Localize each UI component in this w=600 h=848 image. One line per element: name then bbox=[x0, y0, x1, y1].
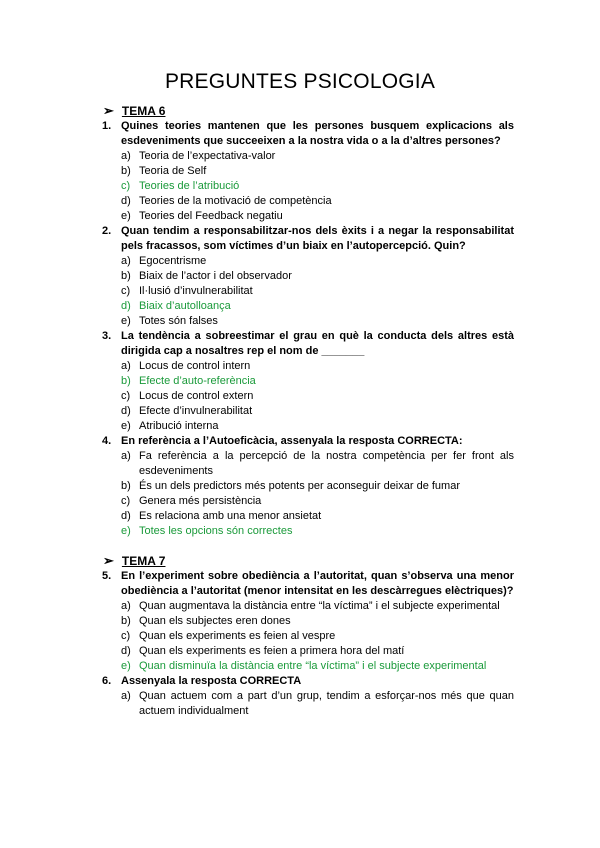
option-text: Quan els experiments es feien al vespre bbox=[139, 630, 336, 642]
question-4 bbox=[102, 434, 514, 539]
question-text: En l’experiment sobre obediència a l’autoritat, quan s’observa una menor obediència a l’autoritat (menor intensitat en les descàrregues elèctriques)? bbox=[121, 570, 514, 597]
option-letter: c) bbox=[121, 180, 131, 192]
option-letter: e) bbox=[121, 210, 131, 222]
question-2 bbox=[102, 224, 514, 329]
option-correct bbox=[102, 299, 514, 314]
question-6 bbox=[102, 674, 514, 719]
option-letter: c) bbox=[121, 390, 131, 402]
option-text: Totes són falses bbox=[139, 315, 218, 327]
question-number: 2. bbox=[102, 225, 112, 237]
option bbox=[102, 314, 514, 329]
option-letter: c) bbox=[121, 495, 131, 507]
option-correct bbox=[102, 659, 514, 674]
option-text: Teories de l’atribució bbox=[139, 180, 240, 192]
section-heading-tema-7 bbox=[103, 553, 514, 569]
option bbox=[102, 149, 514, 164]
question-text: En referència a l’Autoeficàcia, assenyala la resposta CORRECTA: bbox=[121, 435, 463, 447]
option bbox=[102, 449, 514, 479]
option bbox=[102, 509, 514, 524]
option-letter: d) bbox=[121, 405, 131, 417]
option bbox=[102, 194, 514, 209]
option bbox=[102, 284, 514, 299]
question-number: 1. bbox=[102, 120, 112, 132]
option-text: Quan augmentava la distància entre “la víctima” i el subjecte experimental bbox=[139, 600, 500, 612]
section-heading-tema-6 bbox=[103, 103, 514, 119]
option-letter: b) bbox=[121, 270, 131, 282]
question-3 bbox=[102, 329, 514, 434]
option-letter: a) bbox=[121, 450, 131, 462]
option bbox=[102, 389, 514, 404]
option-letter: a) bbox=[121, 600, 131, 612]
option bbox=[102, 359, 514, 374]
option-correct bbox=[102, 374, 514, 389]
option-letter: d) bbox=[121, 300, 131, 312]
option-text: Efecte d’auto-referència bbox=[139, 375, 256, 387]
option-letter: b) bbox=[121, 480, 131, 492]
option-text: Teoria de Self bbox=[139, 165, 207, 177]
option bbox=[102, 644, 514, 659]
option-text: Quan els subjectes eren dones bbox=[139, 615, 291, 627]
text: TEMA 7 bbox=[121, 554, 166, 568]
option-text: Biaix de l’actor i del observador bbox=[139, 270, 292, 282]
option bbox=[102, 209, 514, 224]
option-text: Totes les opcions són correctes bbox=[139, 525, 293, 537]
option-text: Teoria de l’expectativa-valor bbox=[139, 150, 276, 162]
option-text: Es relaciona amb una menor ansietat bbox=[139, 510, 322, 522]
question-number: 4. bbox=[102, 435, 112, 447]
option bbox=[102, 404, 514, 419]
option-letter: c) bbox=[121, 630, 131, 642]
option-text: Atribució interna bbox=[139, 420, 219, 432]
option-text: Quan actuem com a part d’un grup, tendim a esforçar-nos més que quan actuem individualment bbox=[139, 690, 514, 717]
option-text: Locus de control intern bbox=[139, 360, 251, 372]
option bbox=[102, 494, 514, 509]
question-number: 5. bbox=[102, 570, 112, 582]
question-text: Quines teories mantenen que les persones busquem explicacions als esdeveniments que succeeixen a la nostra vida o a la d’altres persones? bbox=[121, 120, 514, 147]
option-correct bbox=[102, 524, 514, 539]
option-letter: b) bbox=[121, 375, 131, 387]
question-text: Quan tendim a responsabilitzar-nos dels èxits i a negar la responsabilitat pels fracassos, som víctimes d’un biaix en l’autopercepció. Quin? bbox=[121, 225, 514, 252]
question-5 bbox=[102, 569, 514, 674]
option-text: Egocentrisme bbox=[139, 255, 207, 267]
option-letter: e) bbox=[121, 525, 131, 537]
option bbox=[102, 689, 514, 719]
option-letter: c) bbox=[121, 285, 131, 297]
option-text: És un dels predictors més potents per aconseguir deixar de fumar bbox=[139, 480, 460, 492]
option-text: Locus de control extern bbox=[139, 390, 254, 402]
option-text: Quan disminuïa la distància entre “la víctima” i el subjecte experimental bbox=[139, 660, 487, 672]
option-text: Quan els experiments es feien a primera hora del matí bbox=[139, 645, 405, 657]
text: TEMA 6 bbox=[121, 104, 166, 118]
option-letter: a) bbox=[121, 360, 131, 372]
option bbox=[102, 479, 514, 494]
option-letter: d) bbox=[121, 195, 131, 207]
option bbox=[102, 164, 514, 179]
option bbox=[102, 269, 514, 284]
option-letter: e) bbox=[121, 660, 131, 672]
option bbox=[102, 614, 514, 629]
option-text: Teories del Feedback negatiu bbox=[139, 210, 283, 222]
option-text: Genera més persistència bbox=[139, 495, 262, 507]
option-text: Teories de la motivació de competència bbox=[139, 195, 332, 207]
document-body bbox=[102, 103, 514, 719]
option-text: Fa referència a la percepció de la nostra competència per fer front als esdeveniments bbox=[139, 450, 514, 477]
question-text: Assenyala la resposta CORRECTA bbox=[121, 675, 302, 687]
option bbox=[102, 419, 514, 434]
question-text: La tendència a sobreestimar el grau en què la conducta dels altres està dirigida cap a nosaltres rep el nom de _______ bbox=[121, 330, 514, 357]
option-letter: e) bbox=[121, 315, 131, 327]
arrow-icon: ➢ bbox=[103, 553, 114, 568]
option-letter: d) bbox=[121, 510, 131, 522]
option-letter: a) bbox=[121, 255, 131, 267]
option-letter: a) bbox=[121, 690, 131, 702]
option-letter: e) bbox=[121, 420, 131, 432]
option bbox=[102, 629, 514, 644]
option bbox=[102, 254, 514, 269]
question-1 bbox=[102, 119, 514, 224]
option-correct bbox=[102, 179, 514, 194]
option-letter: b) bbox=[121, 615, 131, 627]
option-letter: b) bbox=[121, 165, 131, 177]
option-text: Il·lusió d’invulnerabilitat bbox=[139, 285, 253, 297]
arrow-icon: ➢ bbox=[103, 103, 114, 118]
option-text: Efecte d’invulnerabilitat bbox=[139, 405, 253, 417]
page-title: PREGUNTES PSICOLOGIA bbox=[164, 70, 436, 93]
option-letter: d) bbox=[121, 645, 131, 657]
question-number: 6. bbox=[102, 675, 112, 687]
option bbox=[102, 599, 514, 614]
option-text: Biaix d’autolloança bbox=[139, 300, 231, 312]
question-number: 3. bbox=[102, 330, 112, 342]
option-letter: a) bbox=[121, 150, 131, 162]
